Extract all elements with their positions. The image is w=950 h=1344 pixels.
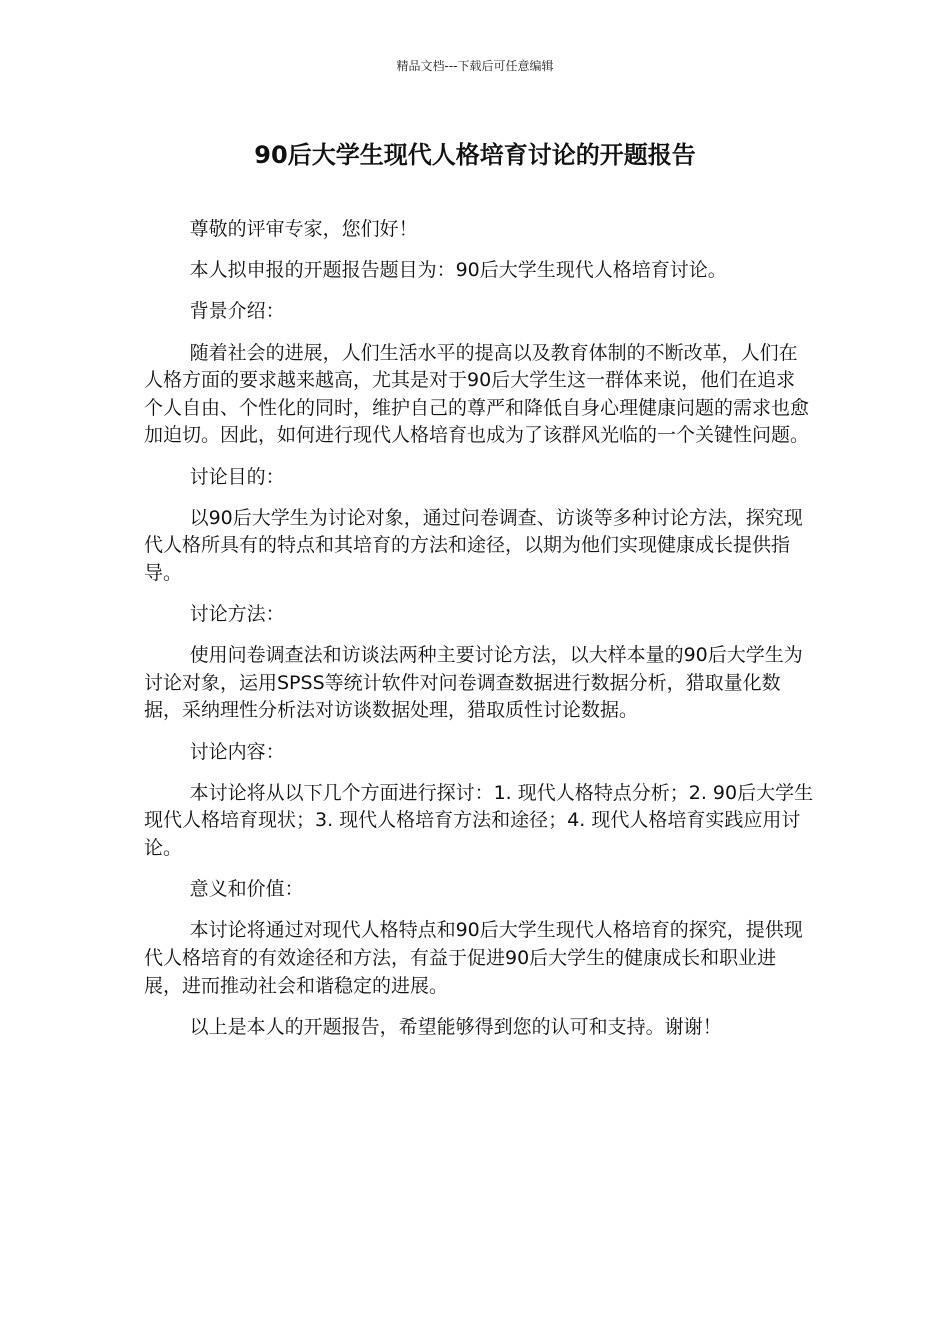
greeting-paragraph: 尊敬的评审专家，您们好！ <box>189 218 418 240</box>
section-heading-background: 背景介绍： <box>189 300 285 323</box>
section-heading-significance: 意义和价值： <box>189 878 304 901</box>
background-paragraph: 随着社会的进展，人们生活水平的提高以及教育体制的不断改革，人们在人格方面的要求越来越高，尤其是对于90后大学生这一群体来说，他们在追求个人自由、个性化的同时，维护自己的尊严和降低自身心理健康问题的需求也愈加迫切。因此，如何进行现代人格培育也成为了该群风光临的一个关键性问题。 <box>144 341 810 447</box>
methods-paragraph: 使用问卷调查法和访谈法两种主要讨论方法，以大样本量的90后大学生为讨论对象，运用SPSS等统计软件对问卷调查数据进行数据分析，猎取量化数据，采纳理性分析法对访谈数据处理，猎取质性讨论数据。 <box>144 644 803 722</box>
topic-paragraph: 本人拟申报的开题报告题目为：90后大学生现代人格培育讨论。 <box>189 259 727 282</box>
section-heading-methods: 讨论方法： <box>189 603 285 626</box>
section-heading-content: 讨论内容： <box>189 740 285 763</box>
purpose-paragraph: 以90后大学生为讨论对象，通过问卷调查、访谈等多种讨论方法，探究现代人格所具有的特点和其培育的方法和途径，以期为他们实现健康成长提供指导。 <box>144 506 803 584</box>
document-title: 90后大学生现代人格培育讨论的开题报告 <box>254 141 696 169</box>
closing-paragraph: 以上是本人的开题报告，希望能够得到您的认可和支持。谢谢！ <box>189 1015 722 1038</box>
document-body <box>144 216 814 1055</box>
page-header: 精品文档---下载后可任意编辑 <box>396 59 554 73</box>
significance-paragraph: 本讨论将通过对现代人格特点和90后大学生现代人格培育的探究，提供现代人格培育的有效途径和方法，有益于促进90后大学生的健康成长和职业进展，进而推动社会和谐稳定的进展。 <box>144 919 803 997</box>
content-paragraph: 本讨论将从以下几个方面进行探讨：1. 现代人格特点分析；2. 90后大学生现代人格培育现状；3. 现代人格培育方法和途径；4. 现代人格培育实践应用讨论。 <box>144 781 814 860</box>
section-heading-purpose: 讨论目的： <box>189 465 285 488</box>
